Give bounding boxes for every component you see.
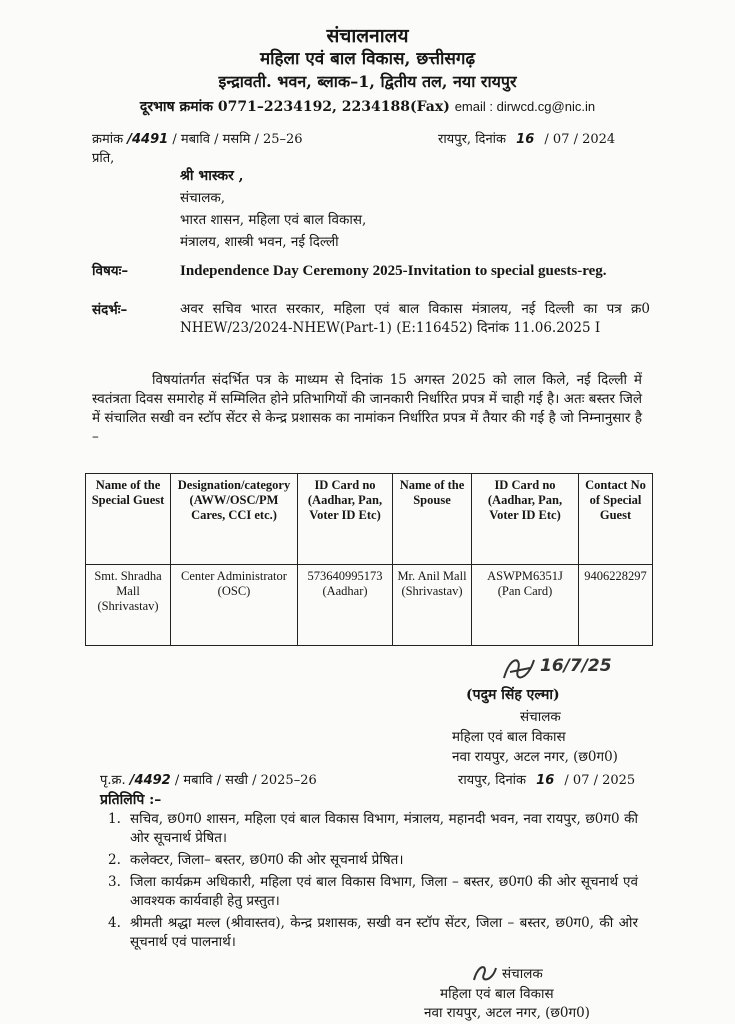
signature-scribble (500, 652, 540, 686)
cell-spouse-name: Mr. Anil Mall (Shrivastav) (393, 565, 472, 646)
reference-number-line (92, 129, 303, 147)
special-guest-table (85, 473, 653, 646)
copy-to-list (108, 810, 638, 955)
signatory-dept: महिला एवं बाल विकास (452, 729, 566, 745)
recipient-name: श्री भास्कर , (180, 168, 244, 184)
address-line: इन्द्रावती. भवन, ब्लाक–1, द्वितीय तल, नया रायपुर (218, 72, 517, 91)
header-contact: Contact No of Special Guest (579, 474, 653, 565)
to-label: प्रति, (92, 151, 115, 166)
endorsement-date-rest: / 07 / 2025 (564, 773, 636, 788)
phone-text: दूरभाष क्रमांक 0771–2234192, 2234188(Fax) (139, 99, 450, 115)
list-item-text: सचिव, छ0ग0 शासन, महिला एवं बाल विकास विभाग, मंत्रालय, महानदी भवन, नवा रायपुर, छ0ग0 की ओर सूचनार्थ प्रेषित। (130, 811, 638, 846)
reference-text: अवर सचिव भारत सरकार, महिला एवं बाल विकास मंत्रालय, नई दिल्ली का पत्र क्र0 NHEW/23/2024-NHEW(Part-1) (E:116452) दिनांक 11.06.2025 I (180, 301, 650, 336)
header-spouse-name: Name of the Spouse (393, 474, 472, 565)
header-designation: Designation/category (AWW/OSC/PM Cares, CCI etc.) (171, 474, 298, 565)
list-item-number: 4. (108, 915, 121, 931)
list-item-text: जिला कार्यक्रम अधिकारी, महिला एवं बाल विकास विभाग, जिला – बस्तर, छ0ग0 की ओर सूचनार्थ एवं आवश्यक कार्यवाही हेतु प्रस्तुत। (130, 874, 638, 909)
cell-guest-name: Smt. Shradha Mall (Shrivastav) (86, 565, 171, 646)
header-guest-name: Name of the Special Guest (86, 474, 171, 565)
signature-initial (470, 962, 500, 986)
header-spouse-id-card: ID Card no (Aadhar, Pan, Voter ID Etc) (472, 474, 579, 565)
contact-line (0, 97, 735, 116)
letter-date (438, 129, 615, 147)
header-id-card: ID Card no (Aadhar, Pan, Voter ID Etc) (298, 474, 393, 565)
recipient-title: संचालक, (180, 190, 226, 206)
list-item-number: 1. (108, 811, 121, 827)
email-text: email : dirwcd.cg@nic.in (454, 99, 596, 114)
copy-to-label: प्रतिलिपि :– (100, 792, 162, 808)
endorsement-ref-line (100, 770, 317, 788)
endorsement-ref-label: पृ.क्र. (100, 773, 126, 788)
signatory-name: (पदुम सिंह एल्मा) (466, 687, 560, 703)
endorsement-date-label: रायपुर, दिनांक (458, 773, 527, 788)
cell-contact: 9406228297 (579, 565, 653, 646)
date-day-handwritten: 16 (516, 132, 535, 147)
recipient-org: भारत शासन, महिला एवं बाल विकास, (180, 212, 367, 228)
cell-designation: Center Administrator (OSC) (171, 565, 298, 646)
list-item (108, 873, 638, 911)
signatory2-title: संचालक (502, 966, 543, 982)
department-heading: महिला एवं बाल विकास, छत्तीसगढ़ (259, 49, 476, 69)
signature-handwritten-date: 16/7/25 (540, 656, 612, 676)
ref-suffix: / मबावि / मसमि / 25–26 (172, 132, 303, 147)
list-item (108, 851, 638, 870)
reference-label: संदर्भः– (92, 302, 128, 318)
date-rest: / 07 / 2024 (544, 132, 616, 147)
office-heading: संचालनालय (326, 25, 409, 47)
list-item-number: 3. (108, 874, 121, 890)
endorsement-date (458, 770, 635, 788)
signatory-place: नवा रायपुर, अटल नगर, (छ0ग0) (452, 749, 618, 765)
cell-id-card: 573640995173 (Aadhar) (298, 565, 393, 646)
subject-label: विषयः– (92, 263, 129, 279)
table-header-row (86, 474, 653, 565)
body-paragraph: विषयांतर्गत संदर्भित पत्र के माध्यम से दिनांक 15 अगस्त 2025 को लाल किले, नई दिल्ली में स्वतंत्रता दिवस समारोह में सम्मिलित होने प्रतिभागियों की जानकारी निर्धारित प्रपत्र में चाही गई है। अतः बस्तर जिले में संचालित सखी वन स्टॉप सेंटर से केन्द्र प्रशासक का नामांकन निर्धारित प्रपत्र में तैयार की गई है जो निम्नानुसार है – (92, 372, 642, 445)
signatory-title: संचालक (520, 709, 561, 725)
ref-number-handwritten: /4491 (127, 132, 169, 147)
endorsement-date-day: 16 (536, 773, 555, 788)
list-item (108, 914, 638, 952)
list-item (108, 810, 638, 848)
list-item-text: कलेक्टर, जिला– बस्तर, छ0ग0 की ओर सूचनार्थ प्रेषित। (130, 852, 404, 868)
endorsement-ref-number: /4492 (129, 773, 171, 788)
endorsement-ref-suffix: / मबावि / सखी / 2025–26 (174, 773, 317, 788)
signatory2-place: नवा रायपुर, अटल नगर, (छ0ग0) (424, 1005, 590, 1021)
table-row (86, 565, 653, 646)
recipient-address: मंत्रालय, शास्त्री भवन, नई दिल्ली (180, 234, 339, 250)
ref-label: क्रमांक (92, 132, 124, 147)
cell-spouse-id-card: ASWPM6351J (Pan Card) (472, 565, 579, 646)
list-item-text: श्रीमती श्रद्धा मल्ल (श्रीवास्तव), केन्द्र प्रशासक, सखी वन स्टॉप सेंटर, जिला – बस्तर, छ0ग0, की ओर सूचनार्थ एवं पालनार्थ। (130, 915, 638, 950)
list-item-number: 2. (108, 852, 121, 868)
subject-text: Independence Day Ceremony 2025-Invitation to special guests-reg. (180, 263, 607, 279)
date-label: रायपुर, दिनांक (438, 132, 507, 147)
signatory2-dept: महिला एवं बाल विकास (440, 986, 554, 1002)
